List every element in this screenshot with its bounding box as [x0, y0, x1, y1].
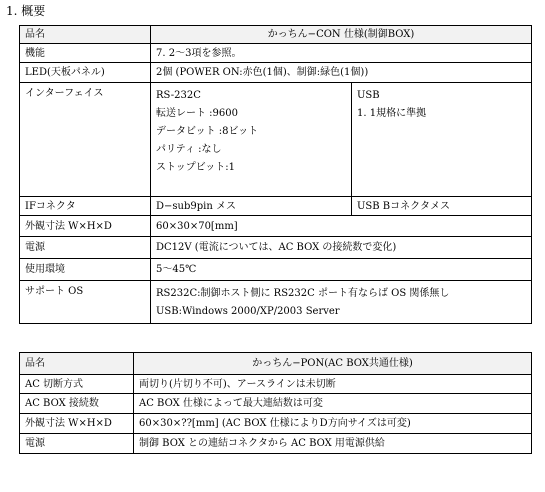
usb-line: 1. 1規格に準拠 [357, 108, 427, 119]
row-label-dimensions: 外観寸法 W×H×D [20, 414, 134, 434]
row-label-os: サポート OS [20, 281, 151, 324]
row-value-power: DC12V (電流については、AC BOX の接続数で変化) [151, 237, 532, 259]
row-label-led: LED(天板パネル) [20, 63, 151, 83]
row-value-count: AC BOX 仕様によって最大連結数は可変 [134, 394, 532, 414]
table-row [20, 197, 532, 216]
header-value: かっちん−PON(AC BOX共通仕様) [134, 353, 532, 375]
row-label-cutoff: AC 切断方式 [20, 375, 134, 394]
row-value-os [151, 281, 532, 324]
row-value-function: 7. 2〜3項を参照。 [151, 44, 532, 63]
header-label: 品名 [20, 26, 151, 44]
spec-table-control-box [19, 25, 532, 324]
rs232c-line: ストップビット:1 [156, 162, 236, 173]
table-row [20, 63, 532, 83]
table-row [20, 394, 532, 414]
table-row [20, 414, 532, 434]
row-value-led: 2個 (POWER ON:赤色(1個)、制御:緑色(1個)) [151, 63, 532, 83]
os-line: RS232C:制御ホスト側に RS232C ポート有ならば OS 関係無し [156, 288, 450, 299]
row-label-function: 機能 [20, 44, 151, 63]
table-row [20, 44, 532, 63]
row-value-usb-connector: USB Bコネクタメス [352, 197, 532, 216]
row-value-environment: 5〜45℃ [151, 259, 532, 281]
rs232c-spec [151, 83, 352, 197]
table-header-row [20, 353, 532, 375]
table-row [20, 216, 532, 237]
row-label-dimensions: 外観寸法 W×H×D [20, 216, 151, 237]
row-value-dimensions: 60×30×70[mm] [151, 216, 532, 237]
row-label-power: 電源 [20, 434, 134, 454]
row-label-count: AC BOX 接続数 [20, 394, 134, 414]
section-heading: 1. 概要 [6, 4, 46, 18]
table-row [20, 83, 532, 197]
header-value: かっちん−CON 仕様(制御BOX) [151, 26, 532, 44]
rs232c-line: 転送レート :9600 [156, 108, 238, 119]
row-value-connector: D−sub9pin メス [151, 197, 352, 216]
table-row [20, 375, 532, 394]
spec-table-ac-box [19, 352, 532, 454]
table-row [20, 434, 532, 454]
table-row [20, 259, 532, 281]
table-header-row [20, 26, 532, 44]
rs232c-line: パリティ :なし [156, 144, 222, 155]
row-value-dimensions: 60×30×??[mm] (AC BOX 仕様によりD方向サイズは可変) [134, 414, 532, 434]
table-row [20, 237, 532, 259]
usb-spec [352, 83, 532, 197]
header-label: 品名 [20, 353, 134, 375]
usb-line: USB [357, 90, 380, 101]
row-label-environment: 使用環境 [20, 259, 151, 281]
table-row [20, 281, 532, 324]
row-label-power: 電源 [20, 237, 151, 259]
rs232c-line: データビット :8ビット [156, 126, 259, 137]
row-label-interface: インターフェイス [20, 83, 151, 197]
os-line: USB:Windows 2000/XP/2003 Server [156, 306, 340, 317]
row-value-cutoff: 両切り(片切り不可)、アースラインは未切断 [134, 375, 532, 394]
row-label-connector: IFコネクタ [20, 197, 151, 216]
rs232c-line: RS-232C [156, 90, 201, 101]
row-value-power: 制御 BOX との連結コネクタから AC BOX 用電源供給 [134, 434, 532, 454]
